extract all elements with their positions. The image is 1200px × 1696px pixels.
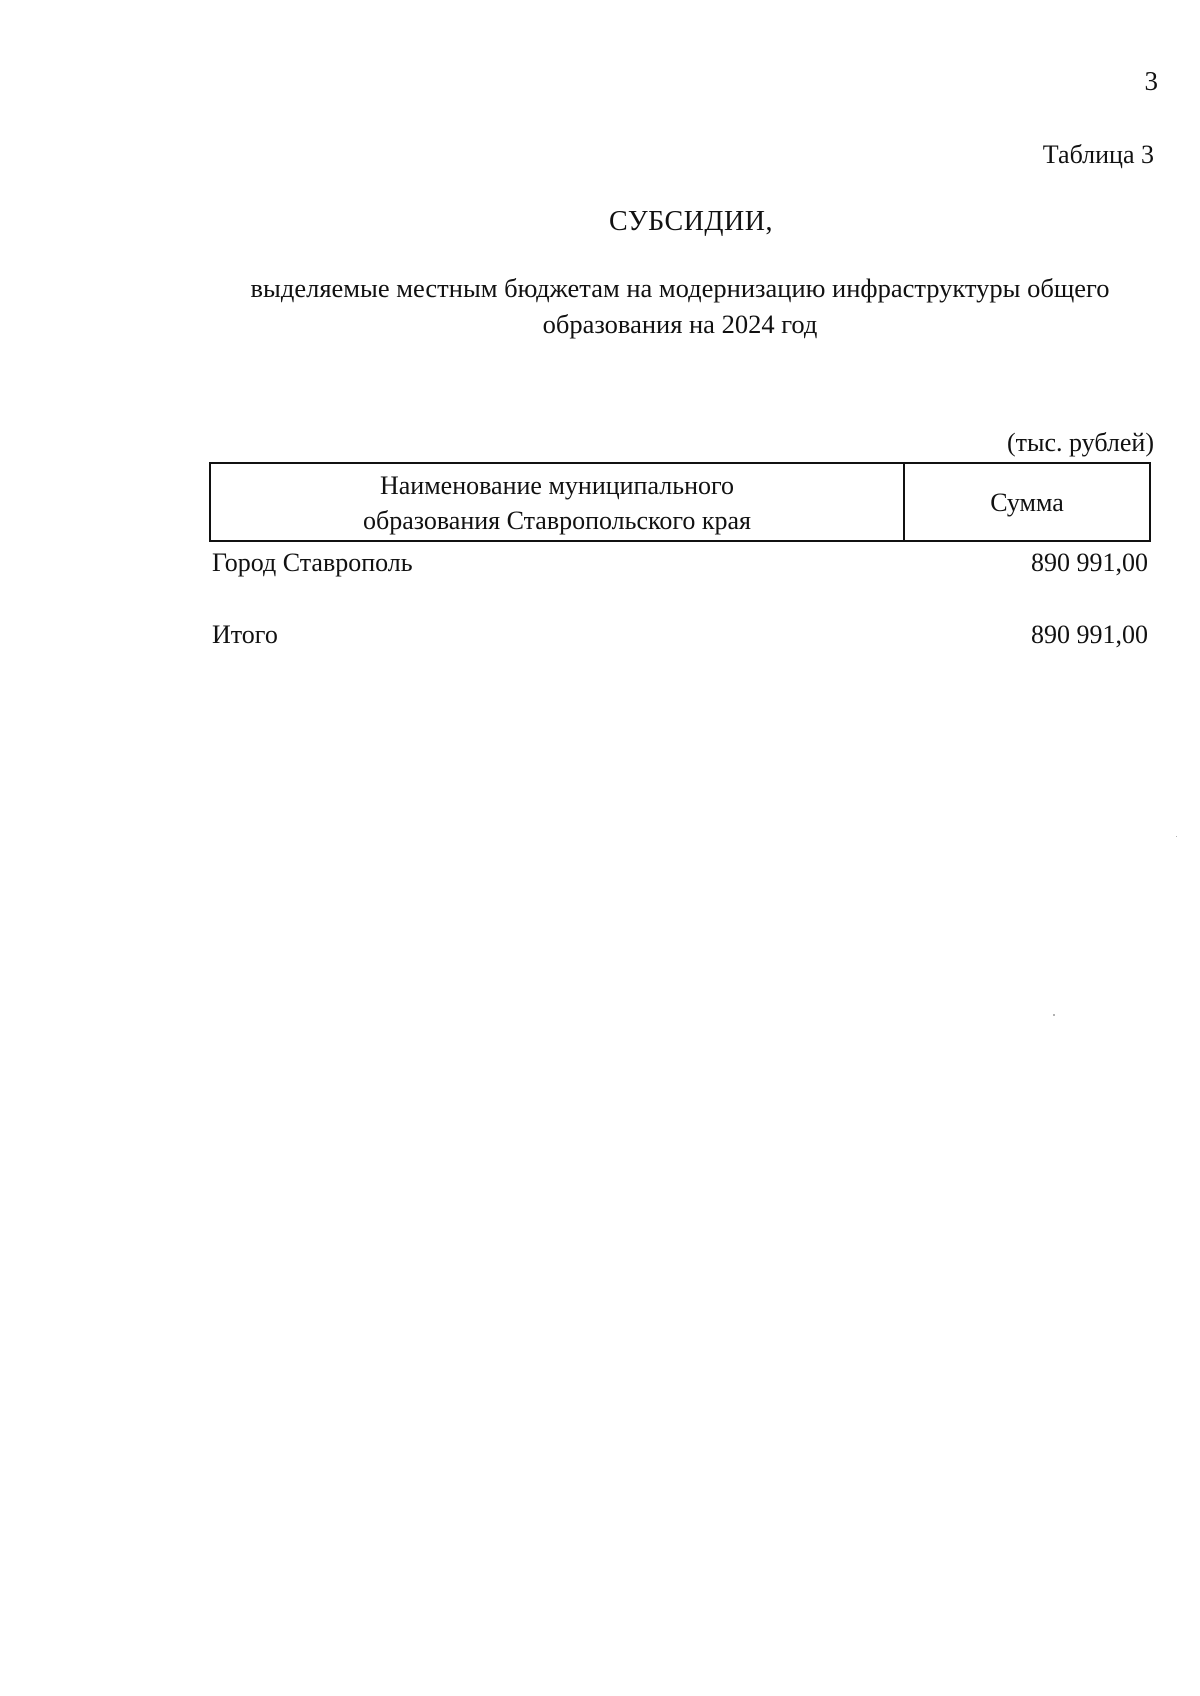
total-amount: 890 991,00 [1031, 620, 1148, 649]
page-number: 3 [1144, 66, 1158, 96]
subtitle-line-1: выделяемые местным бюджетам на модернизацию инфраструктуры общего [250, 273, 1110, 303]
document-title: СУБСИДИИ, [609, 206, 773, 237]
total-label: Итого [212, 620, 278, 649]
row-amount: 890 991,00 [1031, 548, 1148, 577]
document-subtitle [210, 270, 1150, 342]
table-label: Таблица 3 [1042, 140, 1154, 169]
total-row [212, 620, 1148, 650]
column-header-municipality [211, 464, 905, 540]
column-header-municipality-line-1: Наименование муниципального [379, 471, 735, 500]
subtitle-line-2: образования на 2024 год [542, 309, 818, 339]
row-municipality-name: Город Ставрополь [212, 548, 413, 577]
scan-speck [1176, 836, 1177, 837]
column-header-sum: Сумма [990, 488, 1064, 517]
table-row [212, 548, 1148, 578]
table-header [209, 462, 1151, 542]
scan-speck [1053, 1014, 1055, 1016]
units-label: (тыс. рублей) [1006, 428, 1154, 457]
column-header-municipality-line-2: образования Ставропольского края [362, 506, 752, 535]
